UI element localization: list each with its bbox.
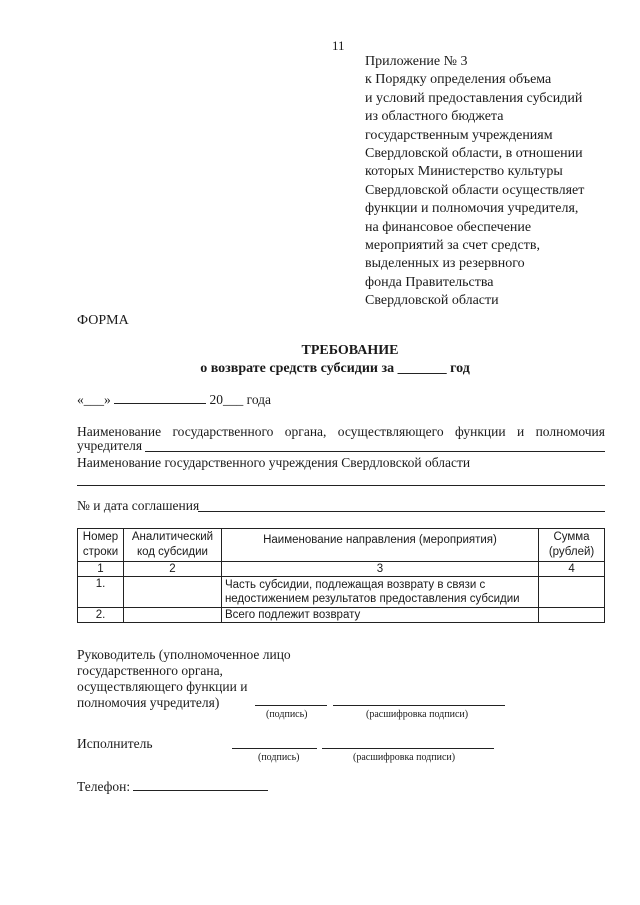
phone-line (77, 779, 268, 795)
appendix-line: фонда Правительства (365, 274, 494, 290)
appendix-line: Свердловской области (365, 293, 499, 309)
header-subsidy-code: Аналитический код субсидии (123, 529, 221, 562)
appendix-line: государственным учреждениям (365, 127, 553, 143)
signature-caption: (подпись) (258, 752, 300, 763)
row-code-cell[interactable] (123, 577, 221, 608)
appendix-line: и условий предоставления субсидий (365, 90, 583, 106)
row-name-cell: Всего подлежит возврату (221, 608, 538, 623)
appendix-line: Приложение № 3 (365, 54, 468, 69)
page-number: 11 (332, 38, 345, 53)
institution-input-line[interactable] (77, 485, 605, 486)
signature-caption: (подпись) (266, 709, 308, 720)
document-title: ТРЕБОВАНИЕ (301, 343, 399, 358)
institution-label: Наименование государственного учреждения Свердловской области (77, 455, 471, 470)
organ-label: Наименование государственного органа, осуществляющего функции и полномочия (77, 424, 605, 439)
executor-decode-line[interactable] (322, 748, 494, 749)
table-header-row (78, 529, 605, 562)
year-field[interactable]: ___ (223, 392, 244, 407)
row-sum-cell[interactable] (539, 577, 605, 608)
head-decode-line[interactable] (333, 705, 505, 706)
phone-input-line[interactable] (133, 779, 268, 791)
header-sum: Сумма (рублей) (539, 529, 605, 562)
col-number: 2 (123, 562, 221, 577)
table-column-numbers (78, 562, 605, 577)
appendix-line: Свердловской области осуществляет (365, 182, 585, 198)
appendix-header (365, 53, 615, 311)
row-name-cell: Часть субсидии, подлежащая возврату в связи с недостижением результатов предоставления субсидии (221, 577, 538, 608)
organ-input-line[interactable] (145, 451, 605, 452)
header-direction-name: Наименование направления (мероприятия) (221, 529, 538, 562)
table-row (78, 608, 605, 623)
head-line: государственного органа, (77, 663, 223, 678)
refund-table (77, 528, 605, 623)
head-line: Руководитель (уполномоченное лицо (77, 647, 291, 662)
head-signature-line[interactable] (255, 705, 327, 706)
organ-label-cont: учредителя (77, 438, 143, 453)
document-subtitle: о возврате средств субсидии за _______ год (200, 361, 470, 376)
appendix-line: на финансовое обеспечение (365, 219, 532, 235)
form-label: ФОРМА (77, 313, 129, 328)
col-number: 3 (221, 562, 538, 577)
executor-label: Исполнитель (77, 736, 153, 751)
head-block (77, 647, 291, 711)
year-suffix: года (246, 392, 272, 407)
appendix-line: которых Министерство культуры (365, 164, 563, 180)
appendix-line: Свердловской области, в отношении (365, 146, 583, 162)
row-number: 2. (78, 608, 124, 623)
day-field[interactable]: «___» (77, 392, 111, 407)
decode-caption: (расшифровка подписи) (353, 752, 456, 763)
phone-label: Телефон: (77, 779, 131, 794)
table-row (78, 577, 605, 608)
year-prefix: 20 (209, 392, 223, 407)
appendix-line: из областного бюджета (365, 109, 504, 125)
row-sum-cell[interactable] (539, 608, 605, 623)
agreement-label: № и дата соглашения (77, 498, 200, 513)
row-number: 1. (78, 577, 124, 608)
col-number: 1 (78, 562, 124, 577)
executor-signature-line[interactable] (232, 748, 317, 749)
month-field[interactable] (114, 392, 206, 404)
date-line (77, 392, 271, 408)
head-line: полномочия учредителя) (77, 695, 220, 710)
header-row-number: Номер строки (78, 529, 124, 562)
appendix-line: к Порядку определения объема (365, 72, 552, 88)
row-code-cell[interactable] (123, 608, 221, 623)
appendix-line: мероприятий за счет средств, (365, 238, 540, 254)
decode-caption: (расшифровка подписи) (366, 709, 469, 720)
appendix-line: функции и полномочия учредителя, (365, 201, 579, 217)
appendix-line: выделенных из резервного (365, 256, 525, 272)
agreement-input-line[interactable] (198, 511, 605, 512)
head-line: осуществляющего функции и (77, 679, 248, 694)
col-number: 4 (539, 562, 605, 577)
